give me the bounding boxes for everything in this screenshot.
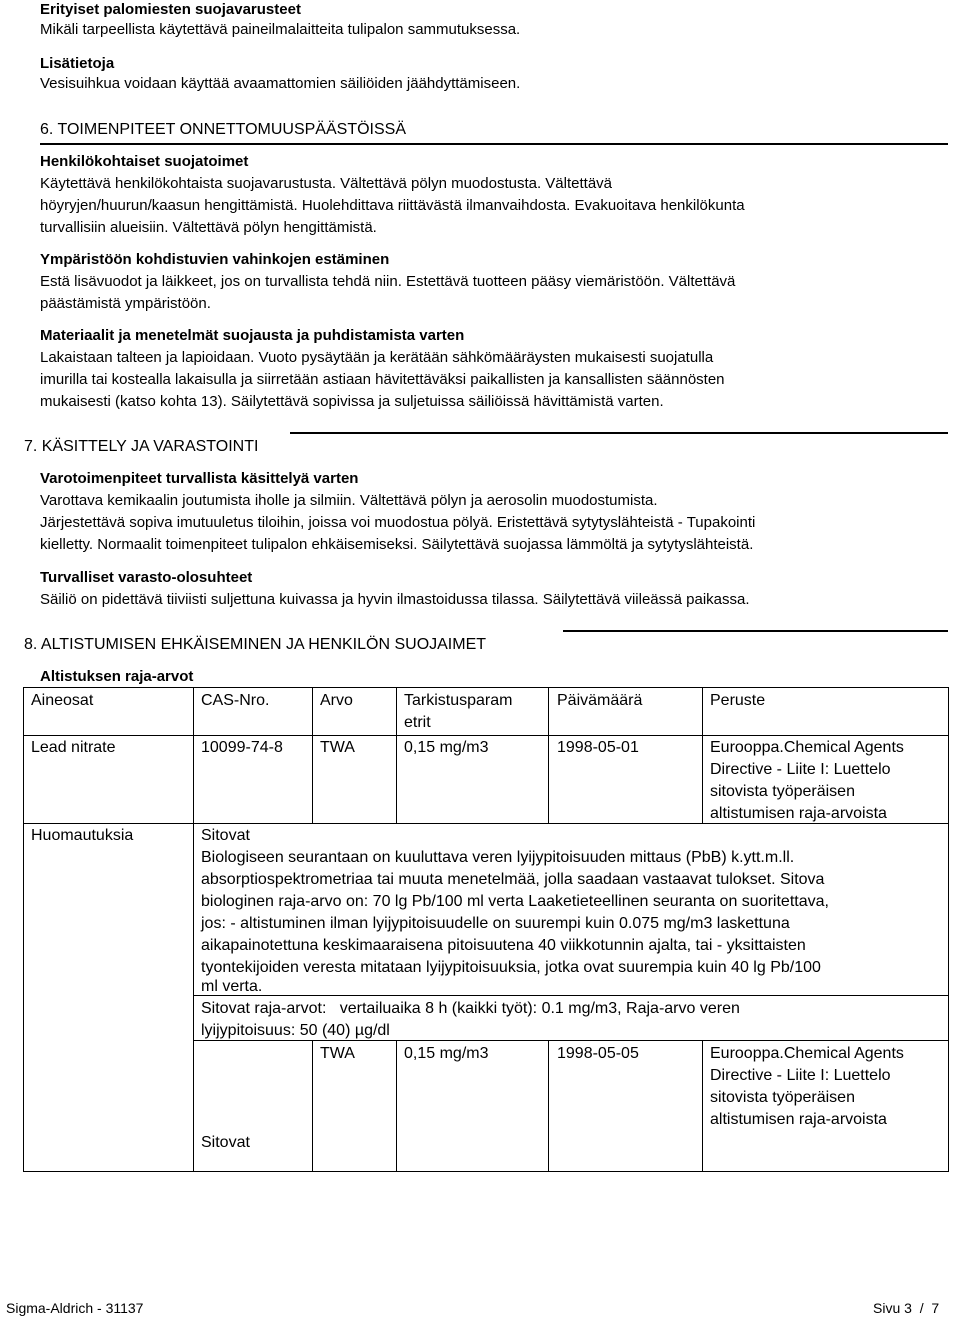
environmental-line: Estä lisävuodot ja läikkeet, jos on turvallista tehdä niin. Estettävä tuotteen pääsy viemäristöön. Vältettävä bbox=[40, 273, 736, 290]
table-bottom-rule bbox=[23, 1171, 948, 1172]
table-column-rule bbox=[312, 1040, 313, 1172]
table-left-border bbox=[23, 687, 24, 1172]
header-basis: Peruste bbox=[710, 692, 766, 709]
personal-precautions-line: turvallisiin alueisiin. Vältettävä pölyn hengittämistä. bbox=[40, 219, 377, 236]
row2-basis-line: altistumisen raja-arvoista bbox=[710, 1111, 887, 1128]
footer-page-number: Sivu 3 / 7 bbox=[873, 1300, 940, 1316]
table-column-rule bbox=[548, 687, 549, 824]
table-column-rule bbox=[702, 687, 703, 824]
remarks-line: aikapainotettuna keskimaaraisena pitoisuutena 40 viikkotunnin ajalta, tai - yksittaisten bbox=[201, 937, 806, 954]
remarks-binding: Sitovat bbox=[201, 827, 250, 844]
remarks-line: tyontekijoiden veresta mitataan lyijypitoisuuksia, jotka ovat suurempia kuin 40 lg Pb/100 bbox=[201, 959, 821, 976]
personal-precautions-heading: Henkilökohtaiset suojatoimet bbox=[40, 153, 249, 170]
section8-title: 8. ALTISTUMISEN EHKÄISEMINEN JA HENKILÖN SUOJAIMET bbox=[24, 636, 487, 653]
row1-basis-line: altistumisen raja-arvoista bbox=[710, 805, 887, 822]
cleanup-line: Lakaistaan talteen ja lapioidaan. Vuoto pysäytään ja kerätään sähkömääräysten mukaisesti suojatulla bbox=[40, 349, 714, 366]
table-column-rule bbox=[396, 1040, 397, 1172]
section7-title: 7. KÄSITTELY JA VARASTOINTI bbox=[24, 438, 259, 455]
binding-limits-line: Sitovat raja-arvot: vertailuaika 8 h (kaikki työt): 0.1 mg/m3, Raja-arvo veren bbox=[201, 1000, 740, 1017]
environmental-heading: Ympäristöön kohdistuvien vahinkojen estäminen bbox=[40, 251, 390, 268]
header-component: Aineosat bbox=[31, 692, 94, 709]
remarks-label: Huomautuksia bbox=[31, 827, 134, 844]
row2-binding: Sitovat bbox=[201, 1134, 250, 1151]
cleanup-line: mukaisesti (katso kohta 13). Säilytettävä sopivissa ja suljetuissa säiliöissä hävittämistä varten. bbox=[40, 393, 664, 410]
section8-divider bbox=[563, 630, 948, 632]
header-control-parameters: Tarkistusparam bbox=[404, 692, 513, 709]
table-column-rule bbox=[548, 1040, 549, 1172]
table-header-rule bbox=[23, 735, 948, 736]
section6-divider bbox=[40, 143, 948, 145]
table-column-rule bbox=[702, 1040, 703, 1172]
section7-divider bbox=[290, 432, 948, 434]
row1-date: 1998-05-01 bbox=[557, 739, 639, 756]
info-text: Vesisuihkua voidaan käyttää avaamattomien säiliöiden jäähdyttämiseen. bbox=[40, 75, 521, 92]
binding-limits-line: lyijypitoisuus: 50 (40) µg/dl bbox=[201, 1022, 390, 1039]
special-equipment-text: Mikäli tarpeellista käytettävä paineilmalaitteita tulipalon sammutuksessa. bbox=[40, 21, 521, 38]
header-control-parameters-cont: etrit bbox=[404, 714, 431, 731]
remarks-line: jos: - altistuminen ilman lyijypitoisuudelle on suurempi kuin 0.075 mg/m3 laskettuna bbox=[201, 915, 790, 932]
storage-heading: Turvalliset varasto-olosuhteet bbox=[40, 569, 253, 586]
table-column-rule bbox=[193, 687, 194, 1172]
table-top-rule bbox=[23, 687, 948, 688]
info-heading: Lisätietoja bbox=[40, 55, 115, 72]
row1-param: 0,15 mg/m3 bbox=[404, 739, 489, 756]
footer-source: Sigma-Aldrich - 31137 bbox=[6, 1300, 144, 1316]
section6-title: 6. TOIMENPITEET ONNETTOMUUSPÄÄSTÖISSÄ bbox=[40, 121, 406, 138]
row2-basis-line: Directive - Liite I: Luettelo bbox=[710, 1067, 891, 1084]
environmental-line: päästämistä ympäristöön. bbox=[40, 295, 211, 312]
remarks-line: Biologiseen seurantaan on kuuluttava veren lyijypitoisuuden mittaus (PbB) k.ytt.m.ll. bbox=[201, 849, 795, 866]
table-column-rule bbox=[312, 687, 313, 824]
handling-heading: Varotoimenpiteet turvallista käsittelyä varten bbox=[40, 470, 359, 487]
table-column-rule bbox=[396, 687, 397, 824]
special-equipment-heading: Erityiset palomiesten suojavarusteet bbox=[40, 1, 301, 18]
row2-date: 1998-05-05 bbox=[557, 1045, 639, 1062]
row2-param: 0,15 mg/m3 bbox=[404, 1045, 489, 1062]
personal-precautions-line: Käytettävä henkilökohtaista suojavarustusta. Vältettävä pölyn muodostusta. Vältettävä bbox=[40, 175, 613, 192]
row1-value: TWA bbox=[320, 739, 355, 756]
handling-line: kielletty. Normaalit toimenpiteet tulipalon ehkäisemiseksi. Säilytettävä suojassa lämmöltä ja sytytyslähteistä. bbox=[40, 536, 754, 553]
row1-basis-line: Eurooppa.Chemical Agents bbox=[710, 739, 904, 756]
handling-line: Varottava kemikaalin joutumista iholle ja silmiin. Vältettävä pölyn ja aerosolin muodostumista. bbox=[40, 492, 658, 509]
header-cas: CAS-Nro. bbox=[201, 692, 270, 709]
table-row-rule bbox=[23, 823, 948, 824]
cleanup-line: imurilla tai kostealla lakaisulla ja siirretään astiaan hävitettäväksi paikallisten ja kansallisten säännösten bbox=[40, 371, 725, 388]
row2-value: TWA bbox=[320, 1045, 355, 1062]
header-date: Päivämäärä bbox=[557, 692, 643, 709]
table-right-border bbox=[948, 687, 949, 1172]
row2-basis-line: Eurooppa.Chemical Agents bbox=[710, 1045, 904, 1062]
row2-basis-line: sitovista työperäisen bbox=[710, 1089, 855, 1106]
header-value: Arvo bbox=[320, 692, 353, 709]
storage-text: Säiliö on pidettävä tiiviisti suljettuna kuivassa ja hyvin ilmastoidussa tilassa. Säilytettävä viileässä paikassa. bbox=[40, 591, 750, 608]
remarks-line: biologinen raja-arvo on: 70 lg Pb/100 ml verta Laaketieteellinen seuranta on suoritettava, bbox=[201, 893, 829, 910]
table-subrow-rule bbox=[193, 995, 948, 996]
row1-cas: 10099-74-8 bbox=[201, 739, 283, 756]
row1-component: Lead nitrate bbox=[31, 739, 116, 756]
table-subrow-rule bbox=[193, 1040, 948, 1041]
remarks-line: ml verta. bbox=[201, 978, 263, 995]
personal-precautions-line: höyryjen/huurun/kaasun hengittämistä. Huolehdittava riittävästä ilmanvaihdosta. Evakuoitava henkilökunta bbox=[40, 197, 745, 214]
handling-line: Järjestettävä sopiva imutuuletus tiloihin, joissa voi muodostua pölyä. Eristettävä sytytyslähteistä - Tupakointi bbox=[40, 514, 756, 531]
row1-basis-line: sitovista työperäisen bbox=[710, 783, 855, 800]
exposure-limits-heading: Altistuksen raja-arvot bbox=[40, 668, 194, 685]
row1-basis-line: Directive - Liite I: Luettelo bbox=[710, 761, 891, 778]
remarks-line: absorptiospektrometriaa tai muuta menetelmää, jolla saadaan vastaavat tulokset. Sitova bbox=[201, 871, 825, 888]
cleanup-heading: Materiaalit ja menetelmät suojausta ja puhdistamista varten bbox=[40, 327, 465, 344]
